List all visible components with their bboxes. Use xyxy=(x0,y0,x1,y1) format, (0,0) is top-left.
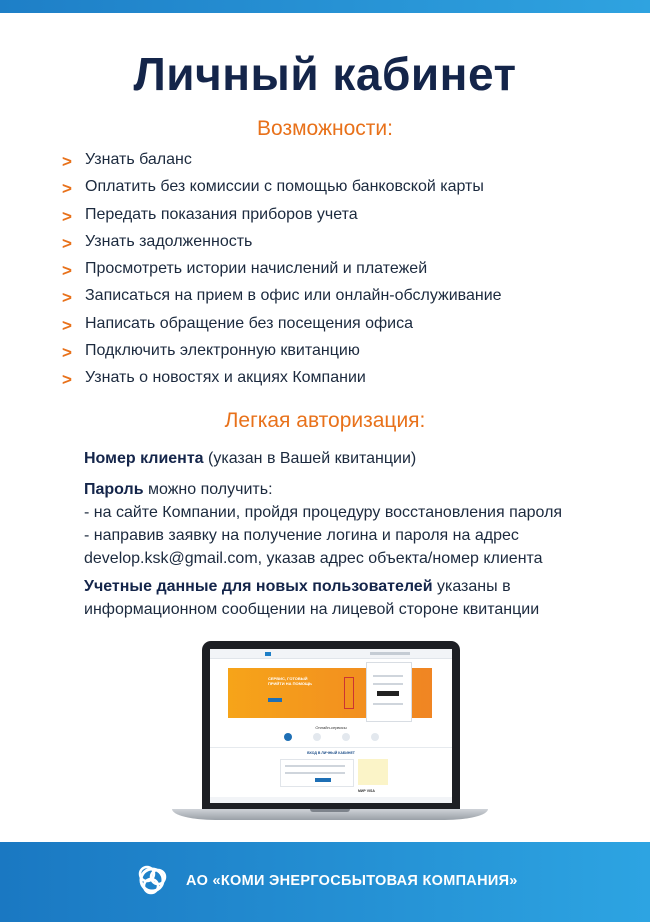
site-footer xyxy=(210,797,452,803)
site-logo-icon xyxy=(265,652,271,656)
banner-text: СЕРВИС, ГОТОВЫЙ ПРИЙТИ НА ПОМОЩЬ xyxy=(268,676,312,686)
login-button xyxy=(315,778,331,782)
password-label: Пароль xyxy=(84,481,144,498)
list-item: > Подключить электронную квитанцию xyxy=(62,339,502,366)
new-users-note-line2: информационном сообщении на лицевой стороне квитанции xyxy=(84,601,540,618)
chevron-right-icon: > xyxy=(62,261,72,281)
company-logo-icon xyxy=(132,860,172,900)
new-users-label: Учетные данные для новых пользователей xyxy=(84,578,433,595)
site-topbar xyxy=(210,649,452,659)
new-users-note: указаны в xyxy=(432,578,511,595)
list-item: > Просмотреть истории начислений и платежей xyxy=(62,257,502,284)
auth-heading: Легкая авторизация: xyxy=(224,409,426,432)
list-item: > Узнать о новостях и акциях Компании xyxy=(62,366,502,393)
features-list xyxy=(62,148,502,394)
company-name: АО «КОМИ ЭНЕРГОСБЫТОВАЯ КОМПАНИЯ» xyxy=(186,873,518,889)
chevron-right-icon: > xyxy=(62,152,72,171)
laptop-bezel xyxy=(202,641,460,811)
password-option-email: develop.ksk@gmail.com, указав адрес объекта/номер клиента xyxy=(84,550,543,567)
login-popup xyxy=(366,662,412,722)
service-icon xyxy=(284,733,292,741)
laptop-illustration xyxy=(172,641,488,826)
banner-button xyxy=(268,698,282,702)
password-option-site: - на сайте Компании, пройдя процедуру восстановления пароля xyxy=(84,504,563,521)
services-heading: Онлайн-сервисы xyxy=(315,725,347,730)
site-nav-placeholder xyxy=(370,652,410,655)
client-number-paragraph xyxy=(84,447,416,470)
top-accent-bar xyxy=(0,0,650,13)
password-paragraph xyxy=(84,478,562,570)
chevron-right-icon: > xyxy=(62,179,72,199)
client-number-label: Номер клиента xyxy=(84,450,204,467)
service-icon xyxy=(313,733,321,741)
chevron-right-icon: > xyxy=(62,233,72,253)
login-form-heading: ВХОД В ЛИЧНЫЙ КАБИНЕТ xyxy=(307,751,355,755)
new-users-paragraph xyxy=(84,575,539,621)
list-item: > Написать обращение без посещения офиса xyxy=(62,312,502,339)
password-note: можно получить: xyxy=(143,481,273,498)
page-title: Личный кабинет xyxy=(133,48,517,100)
list-item: > Узнать баланс xyxy=(62,148,502,175)
chevron-right-icon: > xyxy=(62,288,72,308)
list-item: > Записаться на прием в офис или онлайн-обслуживание xyxy=(62,284,502,311)
login-form xyxy=(280,759,354,787)
info-note xyxy=(358,759,388,785)
laptop-screen xyxy=(210,649,452,803)
list-item: > Оплатить без комиссии с помощью банковской карты xyxy=(62,175,502,202)
laptop-notch xyxy=(310,809,350,812)
list-item: > Узнать задолженность xyxy=(62,230,502,257)
chevron-right-icon: > xyxy=(62,370,72,390)
chevron-right-icon: > xyxy=(62,206,72,226)
client-number-note: (указан в Вашей квитанции) xyxy=(203,450,417,467)
features-heading: Возможности: xyxy=(257,117,393,140)
chevron-right-icon: > xyxy=(62,315,72,335)
list-item: > Передать показания приборов учета xyxy=(62,203,502,230)
chevron-right-icon: > xyxy=(62,343,72,363)
site-banner xyxy=(228,668,432,718)
service-icon xyxy=(342,733,350,741)
banner-figure-icon xyxy=(344,677,354,709)
popup-button xyxy=(377,691,399,696)
password-option-request: - направив заявку на получение логина и пароля на адрес xyxy=(84,527,519,544)
payment-logos: МИР VISA xyxy=(358,789,375,793)
service-icon xyxy=(371,733,379,741)
